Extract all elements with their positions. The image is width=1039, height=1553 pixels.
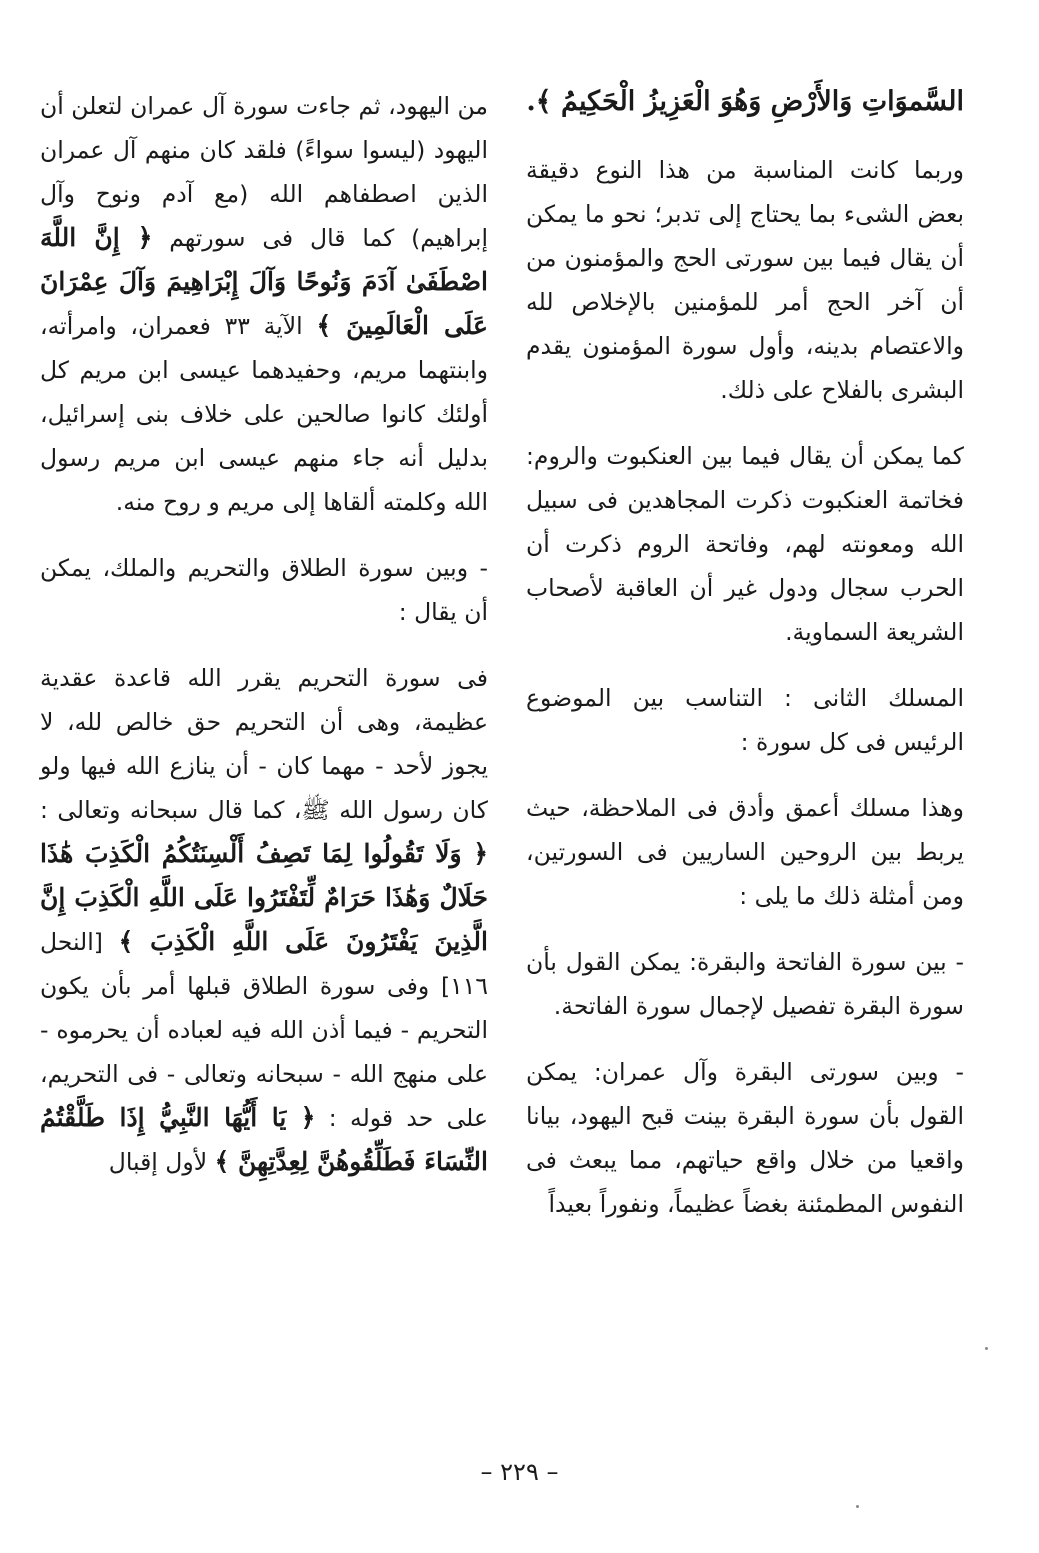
- body-text: [النحل ١١٦] وفى سورة الطلاق قبلها أمر بأن يكون التحريم - فيما أذن الله فيه لعباده أن يحرموه - على منهج الله - سبحانه وتعالى - فى التحريم، على حد قوله :: [40, 928, 488, 1132]
- right-column: [526, 78, 964, 1226]
- paragraph-fatiha-baqara: - بين سورة الفاتحة والبقرة: يمكن القول بأن سورة البقرة تفصيل لإجمال سورة الفاتحة.: [526, 948, 964, 1020]
- paragraph-deeper-path: وهذا مسلك أعمق وأدق فى الملاحظة، حيث يربط بين الروحين الساريين فى السورتين، ومن أمثلة ذلك ما يلى :: [526, 794, 964, 910]
- body-text: من اليهود، ثم جاءت سورة آل عمران لتعلن أن اليهود (ليسوا سواءً) فلقد كان منهم آل عمران الذين اصطفاهم الله (مع آدم ونوح وآل إبراهيم) كما قال فى سورتهم: [40, 92, 488, 252]
- page-number: – ٢٢٩ –: [480, 1458, 559, 1486]
- verse-continuation: السَّموَاتِ وَالأَرْضِ وَهُوَ الْعَزِيزُ الْحَكِيمُ ﴾.: [526, 86, 964, 117]
- paragraph-hajj-muminun: وربما كانت المناسبة من هذا النوع دقيقة بعض الشىء بما يحتاج إلى تدبر؛ نحو ما يمكن أن يقال فيما بين سورتى الحج والمؤمنون من أن آخر الحج أمر للمؤمنين بالإخلاص لله والاعتصام بدينه، وأول سورة المؤمنون يقدم البشرى بالفلاح على ذلك.: [526, 156, 964, 404]
- body-text: لأول إقبال: [108, 1148, 208, 1176]
- scan-speck: [856, 1505, 859, 1508]
- body-text: فى سورة التحريم يقرر الله قاعدة عقدية عظيمة، وهى أن التحريم حق خالص لله، لا يجوز لأحد - مهما كان - أن ينازع الله فيها ولو كان رسول الله ﷺ، كما قال سبحانه وتعالى :: [40, 664, 488, 824]
- section-heading-second-path: المسلك الثانى : التناسب بين الموضوع الرئيس فى كل سورة :: [526, 684, 964, 756]
- paragraph-baqara-imran: - وبين سورتى البقرة وآل عمران: يمكن القول بأن سورة البقرة بينت قبح اليهود، بيانا واقعيا من خلال واقع حياتهم، مما يبعث فى النفوس المطمئنة بغضاً عظيماً، ونفوراً بعيداً: [526, 1058, 964, 1218]
- paragraph-talaq-tahrim: - وبين سورة الطلاق والتحريم والملك، يمكن أن يقال :: [40, 554, 488, 626]
- paragraph-tahrim: [40, 656, 488, 1184]
- scan-speck: [985, 1347, 988, 1350]
- paragraph-al-imran: [40, 84, 488, 524]
- quran-verse: ﴿ وَلَا تَقُولُوا لِمَا تَصِفُ أَلْسِنَتُكُمُ الْكَذِبَ هَٰذَا حَلَالٌ وَهَٰذَا حَرَامٌ لِّتَفْتَرُوا عَلَى اللَّهِ الْكَذِبَ إِنَّ الَّذِينَ يَفْتَرُونَ عَلَى اللَّهِ الْكَذِبَ ﴾: [40, 839, 488, 956]
- left-column: [40, 84, 488, 1184]
- quran-verse: ﴿ إِنَّ اللَّهَ اصْطَفَىٰ آدَمَ وَنُوحًا وَآلَ إِبْرَاهِيمَ وَآلَ عِمْرَانَ عَلَى الْعَالَمِينَ ﴾: [40, 223, 488, 340]
- quran-verse: ﴿ يَا أَيُّهَا النَّبِيُّ إِذَا طَلَّقْتُمُ النِّسَاءَ فَطَلِّقُوهُنَّ لِعِدَّتِهِنَّ ﴾: [40, 1103, 488, 1176]
- body-text: الآية ٣٣ فعمران، وامرأته، وابنتهما مريم، وحفيدهما عيسى ابن مريم كل أولئك كانوا صالحين على خلاف بنى إسرائيل، بدليل أنه جاء منهم عيسى ابن مريم رسول الله وكلمته ألقاها إلى مريم و روح منه.: [40, 312, 488, 516]
- paragraph-ankabut-rum: كما يمكن أن يقال فيما بين العنكبوت والروم: فخاتمة العنكبوت ذكرت المجاهدين فى سبيل الله ومعونته لهم، وفاتحة الروم ذكرت أن الحرب سجال ودول غير أن العاقبة لأصحاب الشريعة السماوية.: [526, 442, 964, 646]
